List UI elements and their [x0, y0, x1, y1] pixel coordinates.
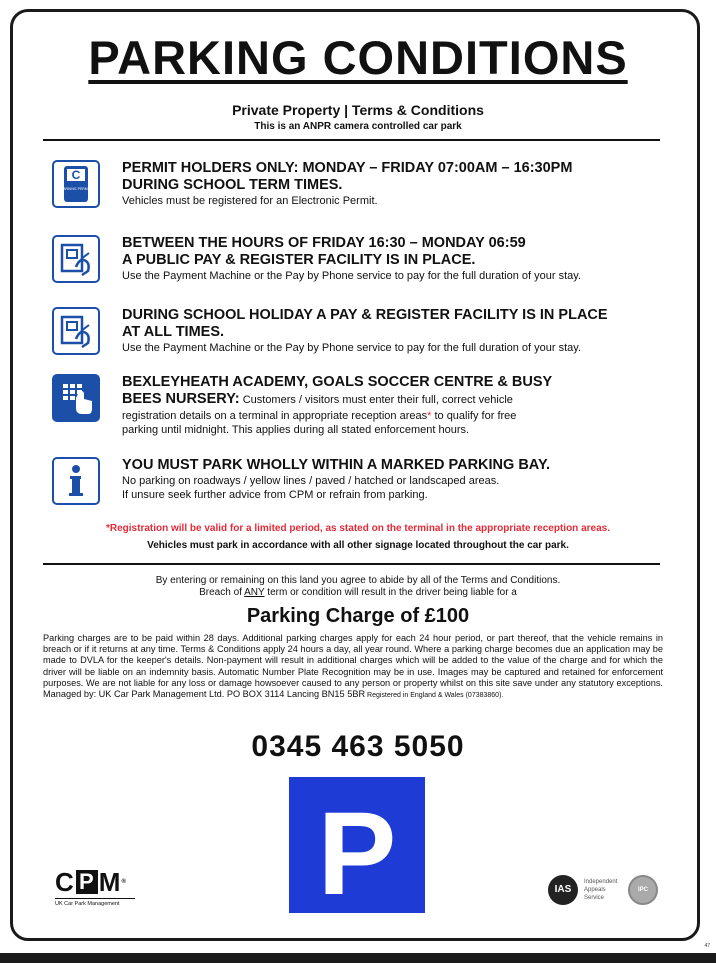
- ias-logo: [548, 875, 668, 911]
- ipc-badge: IPC: [628, 875, 658, 905]
- condition-head: DURING SCHOOL HOLIDAY A PAY & REGISTER FACILITY IS IN PLACE: [122, 307, 608, 323]
- condition-body: Use the Payment Machine or the Pay by Phone service to pay for the full duration of your stay.: [122, 342, 581, 354]
- registration-note: *Registration will be valid for a limited period, as stated on the terminal in the appropriate reception areas.: [105, 523, 610, 534]
- info-icon: [52, 457, 100, 505]
- condition-head: BETWEEN THE HOURS OF FRIDAY 16:30 – MONDAY 06:59: [122, 235, 526, 251]
- condition-head: YOU MUST PARK WHOLLY WITHIN A MARKED PARKING BAY.: [122, 457, 551, 473]
- page-title: PARKING CONDITIONS: [88, 31, 628, 84]
- agreement-line: By entering or remaining on this land you agree to abide by all of the Terms and Conditions.: [155, 575, 561, 586]
- anpr-notice: This is an ANPR camera controlled car park: [254, 121, 462, 132]
- cpm-logo: C P M ® UK Car Park Management: [55, 868, 135, 907]
- svg-text:P: P: [317, 788, 397, 913]
- subtitle: Private Property | Terms & Conditions: [232, 102, 484, 118]
- condition-body: parking until midnight. This applies during all stated enforcement hours.: [122, 424, 470, 436]
- divider-top: [43, 139, 660, 141]
- ias-badge: IAS: [548, 875, 578, 905]
- parking-permit-icon: [52, 160, 100, 208]
- svg-text:PARKING PERMIT: PARKING PERMIT: [61, 187, 91, 191]
- condition-body: No parking on roadways / yellow lines / paved / hatched or landscaped areas.: [122, 475, 500, 487]
- sheet-number: 47: [704, 943, 710, 949]
- condition-body: registration details on a terminal in appropriate reception areas: [122, 410, 428, 422]
- condition-head: AT ALL TIMES.: [122, 324, 225, 340]
- phone-number: 0345 463 5050: [251, 730, 465, 763]
- agreement-line: Breach of ANY term or condition will result in the driver being liable for a: [199, 587, 517, 598]
- asterisk-marker: *: [427, 410, 432, 422]
- pay-machine-icon: [52, 235, 100, 283]
- parking-charge: Parking Charge of £100: [246, 605, 470, 627]
- agreement-text: [0, 575, 716, 599]
- condition-body: Customers / visitors must enter their full, correct vehicle: [239, 394, 513, 406]
- condition-body: to qualify for free: [431, 410, 517, 422]
- cpm-tagline: UK Car Park Management: [55, 898, 135, 907]
- condition-head: BEXLEYHEATH ACADEMY, GOALS SOCCER CENTRE & BUSY: [122, 374, 553, 390]
- parking-p-icon: [289, 777, 425, 913]
- divider-middle: [43, 563, 660, 565]
- keypad-terminal-icon: [52, 374, 100, 422]
- ias-text: Independent Appeals Service: [584, 879, 618, 901]
- condition-head: PERMIT HOLDERS ONLY: MONDAY – FRIDAY 07:00AM – 16:30PM: [122, 160, 573, 176]
- condition-head: A PUBLIC PAY & REGISTER FACILITY IS IN PLACE.: [122, 252, 476, 268]
- bottom-bar: [0, 953, 716, 963]
- condition-body: If unsure seek further advice from CPM or refrain from parking.: [122, 489, 428, 501]
- condition-head: BEES NURSERY:: [122, 391, 240, 407]
- terms-text: Parking charges are to be paid within 28 days. Additional parking charges apply for each 24 hour period, or part thereof, that the vehicle remains in breach or if it returns at any time. Terms & Conditions apply 24 hours a day, all year round. Where a parking charge becomes due an application may be made to DVLA for the keeper's details. Non-payment will result in additional charges which will be added to the value of the charge and for which the driver will be liable on an indemnity basis. Automatic Number Plate Recognition may be in use. Images may be captured and retained for enforcement purposes. We are not liable for any loss or damage howsoever caused to any person or property whilst on this site save under any statutory exceptions. Managed by: UK Car Park Management Ltd. PO BOX 3114 Lancing BN15 5BR Registered in England & Wales (07383860).: [43, 633, 663, 700]
- svg-text:C: C: [71, 168, 81, 182]
- condition-head: DURING SCHOOL TERM TIMES.: [122, 177, 343, 193]
- signage-note: Vehicles must park in accordance with all other signage located throughout the car park.: [147, 540, 569, 551]
- condition-body: Use the Payment Machine or the Pay by Phone service to pay for the full duration of your stay.: [122, 270, 581, 282]
- pay-machine-icon: [52, 307, 100, 355]
- condition-body: Vehicles must be registered for an Electronic Permit.: [122, 195, 378, 207]
